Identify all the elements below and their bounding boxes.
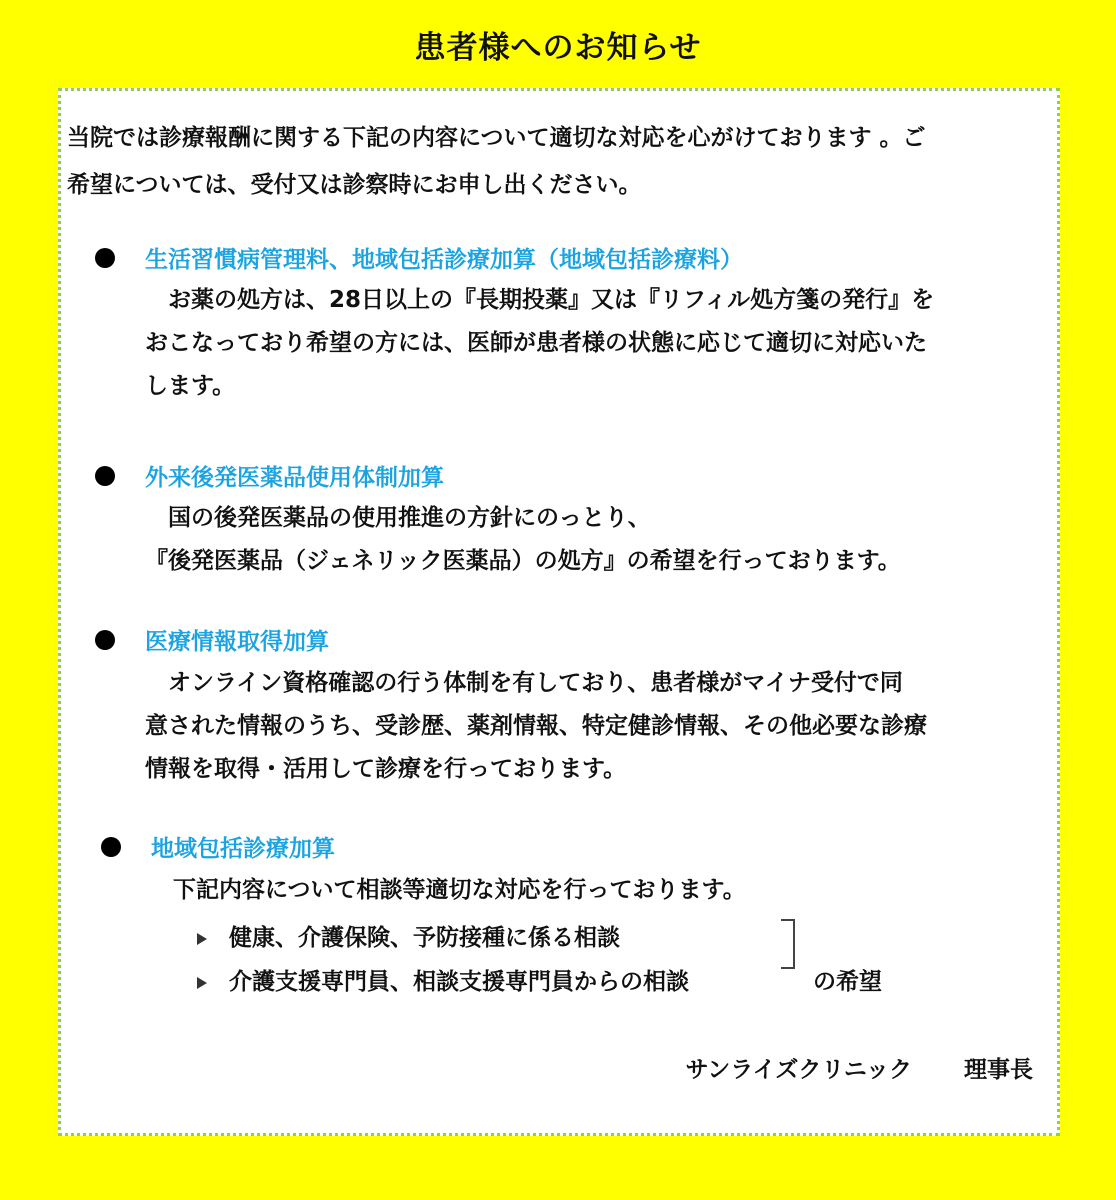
section-body	[145, 279, 934, 408]
section-title: 外来後発医薬品使用体制加算	[145, 465, 444, 491]
intro-line: 希望については、受付又は診察時にお申し出ください。	[67, 172, 642, 198]
body-line: 意された情報のうち、受診歴、薬剤情報、特定健診情報、その他必要な診療	[145, 713, 927, 739]
right-bracket	[781, 919, 795, 969]
triangle-bullet-icon	[197, 933, 207, 945]
body-line: お薬の処方は、28日以上の『長期投薬』又は『リフィル処方箋の発行』を	[145, 287, 935, 313]
sub-item	[197, 963, 689, 996]
body-line: おこなっており希望の方には、医師が患者様の状態に応じて適切に対応いた	[145, 330, 927, 356]
bullet-icon	[95, 630, 115, 650]
bullet-icon	[95, 466, 115, 486]
intro-line: 当院では診療報酬に関する下記の内容について適切な対応を心がけております 。ご	[67, 125, 926, 151]
sub-item-label: 健康、介護保険、予防接種に係る相談	[229, 925, 620, 951]
signature-role: 理事長	[964, 1057, 1033, 1083]
body-line: します。	[145, 373, 236, 399]
sub-item-label: 介護支援専門員、相談支援専門員からの相談	[229, 969, 689, 995]
bullet-icon	[95, 248, 115, 268]
suffix-text: の希望	[813, 969, 882, 995]
intro-text	[67, 115, 1057, 209]
page-title: 患者様へのお知らせ	[414, 30, 702, 66]
section-title: 医療情報取得加算	[145, 629, 329, 655]
sub-item	[197, 919, 620, 952]
bullet-icon	[101, 837, 121, 857]
section-title: 地域包括診療加算	[151, 836, 335, 862]
signature	[685, 1051, 1033, 1084]
section-title: 生活習慣病管理料、地域包括診療加算（地域包括診療料）	[145, 247, 743, 273]
body-line: 国の後発医薬品の使用推進の方針にのっとり、	[145, 505, 651, 531]
body-line: 情報を取得・活用して診療を行っております。	[145, 756, 627, 782]
section-body	[145, 662, 927, 791]
body-line: 下記内容について相談等適切な対応を行っております。	[173, 877, 746, 903]
body-line: オンライン資格確認の行う体制を有しており、患者様がマイナ受付で同	[145, 670, 903, 696]
body-line: 『後発医薬品（ジェネリック医薬品）の処方』の希望を行っております。	[145, 548, 901, 574]
notice-box	[58, 88, 1060, 1136]
section-body	[145, 497, 901, 583]
triangle-bullet-icon	[197, 977, 207, 989]
clinic-name: サンライズクリニック	[685, 1057, 912, 1083]
section-body	[173, 869, 746, 912]
